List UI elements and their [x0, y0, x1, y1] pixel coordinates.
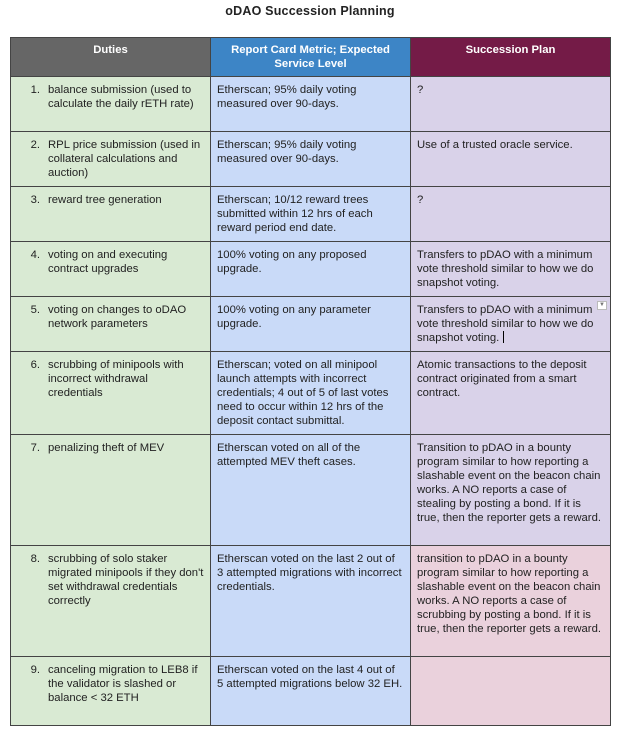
- duty-cell[interactable]: [11, 77, 211, 132]
- duty-number: 1.: [30, 84, 40, 96]
- metric-cell[interactable]: 100% voting on any proposed upgrade.: [211, 242, 411, 297]
- duty-text: penalizing theft of MEV: [48, 442, 165, 454]
- duty-number: 8.: [30, 553, 40, 565]
- metric-cell[interactable]: Etherscan voted on the last 4 out of 5 attempted migrations below 32 EH.: [211, 657, 411, 726]
- plan-cell-active[interactable]: [411, 297, 611, 352]
- duty-text: canceling migration to LEB8 if the validator is slashed or balance < 32 ETH: [48, 664, 198, 704]
- duty-number: 4.: [30, 249, 40, 261]
- table-row: [11, 77, 611, 132]
- table-row: [11, 657, 611, 726]
- metric-cell[interactable]: Etherscan voted on the last 2 out of 3 attempted migrations with incorrect credentials.: [211, 546, 411, 657]
- duty-cell[interactable]: [11, 435, 211, 546]
- plan-text: Transfers to pDAO with a minimum vote threshold similar to how we do snapshot voting.: [417, 304, 594, 344]
- metric-cell[interactable]: Etherscan; 95% daily voting measured over 90-days.: [211, 77, 411, 132]
- table-row: [11, 546, 611, 657]
- duty-text: reward tree generation: [48, 194, 162, 206]
- plan-cell[interactable]: transition to pDAO in a bounty program similar to how reporting a slashable event on the beacon chain works. A NO reports a case of scrubbing by posting a bond. If it is true, then the reporter gets a reward.: [411, 546, 611, 657]
- text-cursor: [503, 331, 504, 343]
- metric-cell[interactable]: Etherscan; 10/12 reward trees submitted within 12 hrs of each reward period end date.: [211, 187, 411, 242]
- duty-cell[interactable]: [11, 242, 211, 297]
- duty-cell[interactable]: [11, 187, 211, 242]
- table-row: [11, 435, 611, 546]
- duty-text: RPL price submission (used in collateral calculations and auction): [48, 139, 201, 179]
- metric-cell[interactable]: Etherscan voted on all of the attempted MEV theft cases.: [211, 435, 411, 546]
- duty-text: voting on and executing contract upgrades: [48, 249, 168, 275]
- duty-number: 6.: [30, 359, 40, 371]
- duty-number: 9.: [30, 664, 40, 676]
- metric-cell[interactable]: 100% voting on any parameter upgrade.: [211, 297, 411, 352]
- duty-number: 3.: [30, 194, 40, 206]
- succession-table: [10, 37, 611, 726]
- duty-number: 2.: [30, 139, 40, 151]
- metric-cell[interactable]: Etherscan; voted on all minipool launch attempts with incorrect credentials; 4 out of 5 of last votes need to occur within 12 hrs of the deposit contact submittal.: [211, 352, 411, 435]
- duty-text: balance submission (used to calculate the daily rETH rate): [48, 84, 194, 110]
- plan-cell[interactable]: Transfers to pDAO with a minimum vote threshold similar to how we do snapshot voting.: [411, 242, 611, 297]
- duty-number: 7.: [30, 442, 40, 454]
- header-row: [11, 38, 611, 77]
- plan-cell[interactable]: Atomic transactions to the deposit contract originated from a smart contract.: [411, 352, 611, 435]
- table-row: [11, 132, 611, 187]
- plan-cell[interactable]: ?: [411, 77, 611, 132]
- duty-text: voting on changes to oDAO network parameters: [48, 304, 187, 330]
- duty-cell[interactable]: [11, 352, 211, 435]
- plan-cell[interactable]: ?: [411, 187, 611, 242]
- table-row: [11, 242, 611, 297]
- duty-cell[interactable]: [11, 132, 211, 187]
- header-plan[interactable]: Succession Plan: [411, 38, 611, 77]
- plan-cell[interactable]: [411, 657, 611, 726]
- duty-cell[interactable]: [11, 297, 211, 352]
- duty-number: 5.: [30, 304, 40, 316]
- table-row: [11, 187, 611, 242]
- plan-cell[interactable]: Use of a trusted oracle service.: [411, 132, 611, 187]
- plan-cell[interactable]: Transition to pDAO in a bounty program similar to how reporting a slashable event on the beacon chain works. A NO reports a case of stealing by posting a bond. If it is true, then the reporter gets a reward.: [411, 435, 611, 546]
- duty-text: scrubbing of minipools with incorrect withdrawal credentials: [48, 359, 184, 399]
- duty-cell[interactable]: [11, 657, 211, 726]
- duty-text: scrubbing of solo staker migrated minipools if they don't set withdrawal credentials correctly: [48, 553, 204, 607]
- page-title: oDAO Succession Planning: [225, 4, 395, 18]
- table-row: [11, 297, 611, 352]
- metric-cell[interactable]: Etherscan; 95% daily voting measured over 90-days.: [211, 132, 411, 187]
- duty-cell[interactable]: [11, 546, 211, 657]
- header-duties[interactable]: Duties: [11, 38, 211, 77]
- cell-dropdown-icon[interactable]: ▼: [597, 301, 607, 310]
- header-metric[interactable]: Report Card Metric; Expected Service Level: [211, 38, 411, 77]
- table-row: [11, 352, 611, 435]
